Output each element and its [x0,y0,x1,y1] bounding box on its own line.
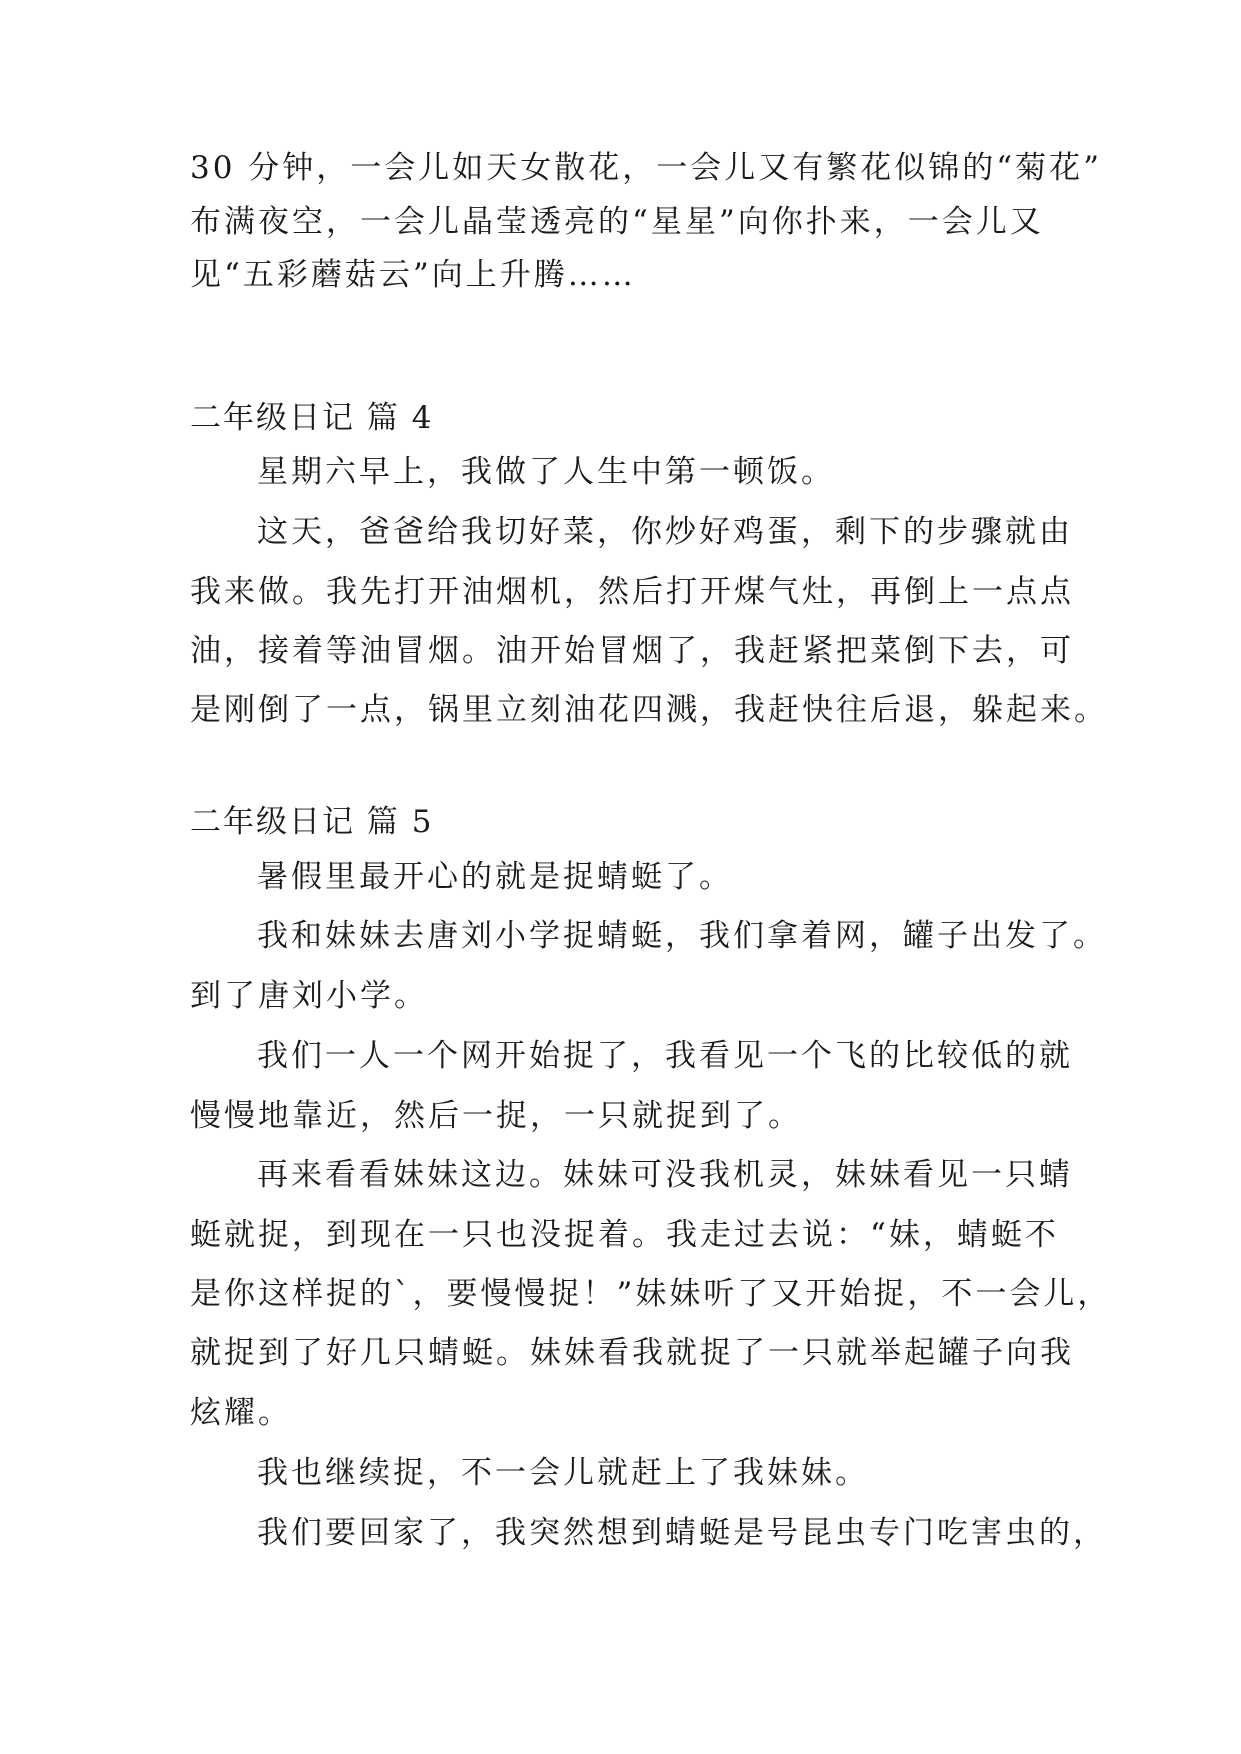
paragraph-line: 这天，爸爸给我切好菜，你炒好鸡蛋，剩下的步骤就由 [257,514,1073,550]
section-heading-4: 二年级日记 篇 4 [190,400,434,436]
paragraph-line: 布满夜空，一会儿晶莹透亮的“星星”向你扑来，一会儿又 [190,204,1044,240]
section-heading-5: 二年级日记 篇 5 [190,804,434,840]
paragraph-line: 见“五彩蘑菇云”向上升腾…… [190,257,636,293]
paragraph-line: 油，接着等油冒烟。油开始冒烟了，我赶紧把菜倒下去，可 [190,633,1074,669]
paragraph-line: 是你这样捉的`，要慢慢捉！”妹妹听了又开始捉，不一会儿， [190,1276,1112,1312]
paragraph-line: 星期六早上，我做了人生中第一顿饭。 [257,454,835,490]
paragraph-line: 是刚倒了一点，锅里立刻油花四溅，我赶快往后退，躲起来。 [190,692,1108,728]
paragraph-line: 30 分钟，一会儿如天女散花，一会儿又有繁花似锦的“菊花” [190,150,1102,186]
paragraph-line: 我和妹妹去唐刘小学捉蜻蜓，我们拿着网，罐子出发了。 [257,918,1107,954]
paragraph-line: 暑假里最开心的就是捉蜻蜓了。 [257,859,733,895]
paragraph-line: 就捉到了好几只蜻蜓。妹妹看我就捉了一只就举起罐子向我 [190,1335,1074,1371]
paragraph-line: 我也继续捉，不一会儿就赶上了我妹妹。 [257,1455,869,1491]
paragraph-line: 再来看看妹妹这边。妹妹可没我机灵，妹妹看见一只蜻 [257,1157,1073,1193]
paragraph-line: 蜓就捉，到现在一只也没捉着。我走过去说：“妹，蜻蜓不 [190,1217,1059,1253]
paragraph-line: 我们要回家了，我突然想到蜻蜓是号昆虫专门吃害虫的， [257,1515,1107,1551]
paragraph-line: 炫耀。 [190,1395,292,1431]
paragraph-line: 到了唐刘小学。 [190,978,428,1014]
paragraph-line: 慢慢地靠近，然后一捉，一只就捉到了。 [190,1098,802,1134]
paragraph-line: 我们一人一个网开始捉了，我看见一个飞的比较低的就 [257,1038,1073,1074]
paragraph-line: 我来做。我先打开油烟机，然后打开煤气灶，再倒上一点点 [190,574,1074,610]
